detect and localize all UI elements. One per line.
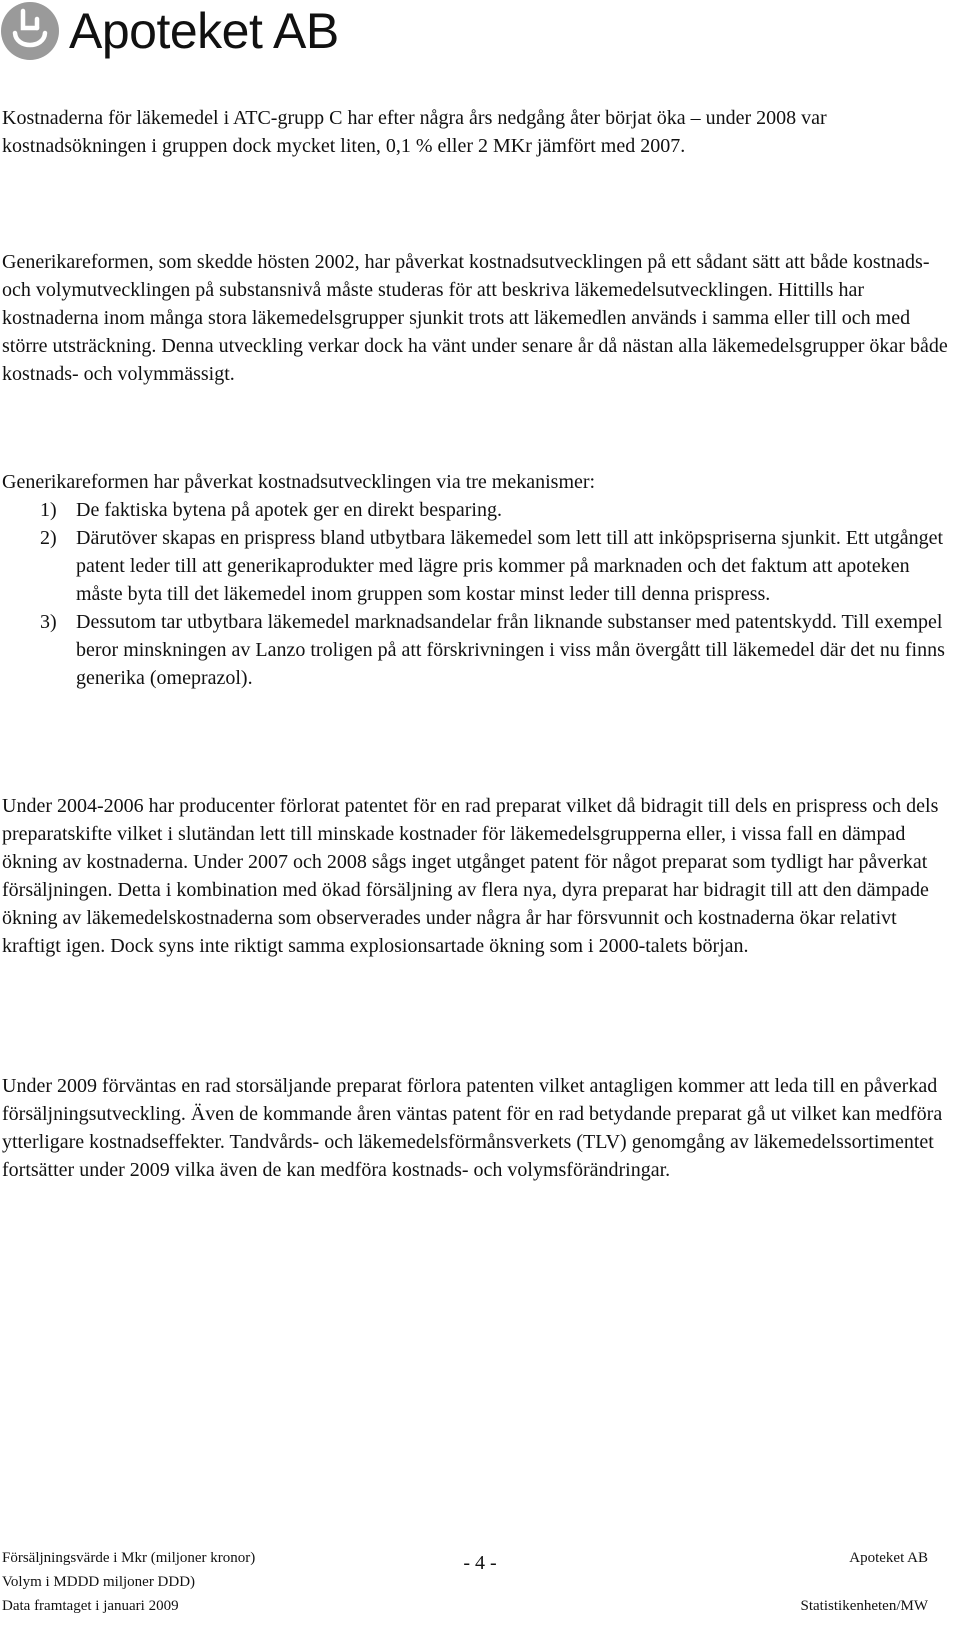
paragraph-patent-expiry-2004-2006: Under 2004-2006 har producenter förlorat patentet för en rad preparat vilket då bidragit till dels en prispress och dels preparatskifte vilket i slutändan lett till minskade kostnader för läkemedelsgrupperna eller, i vissa fall en dämpad ökning av kostnaderna. Under 2007 och 2008 sågs inget utgånget patent för något preparat som tydligt har påverkat försäljningen. Detta i kombination med ökad försäljning av flera nya, dyra preparat har bidragit till att den dämpade ökning av läkemedelskostnaderna som observerades under några år har försvunnit och kostnaderna ökar relativt kraftigt igen. Dock syns inte riktigt samma explosionsartade ökning som i 2000-talets början. (2, 795, 939, 957)
list-item-number: 2) (40, 527, 57, 549)
page-number: - 4 - (463, 1552, 497, 1574)
list-item-text: Dessutom tar utbytbara läkemedel marknadsandelar från liknande substanser med patentskydd. Till exempel beror minskningen av Lanzo troligen på att förskrivningen i viss mån övergått till läkemedel där det nu finns generika (omeprazol). (76, 611, 945, 689)
list-item-text: Därutöver skapas en prispress bland utbytbara läkemedel som lett till att inköpspriserna sjunkit. Ett utgånget patent leder till att generikaprodukter med lägre pris kommer på marknaden och det faktum att apoteken måste byta till det läkemedel inom gruppen som kostar minst leder till denna prispress. (76, 527, 944, 605)
footer-note-volume-unit: Volym i MDDD miljoner DDD) (2, 1574, 196, 1590)
mechanisms-section (2, 468, 952, 692)
page-footer (0, 1546, 960, 1626)
list-item-text: De faktiska bytena på apotek ger en direkt besparing. (76, 499, 502, 521)
page-header (0, 0, 339, 62)
list-item (2, 496, 952, 524)
mechanisms-list (2, 496, 952, 692)
footer-company: Apoteket AB (849, 1550, 928, 1566)
footer-org (801, 1546, 928, 1618)
list-item (2, 608, 952, 692)
paragraph-outlook-2009: Under 2009 förväntas en rad storsäljande preparat förlora patenten vilket antagligen kommer att leda till en påverkad försäljningsutveckling. Även de kommande åren väntas patent för en rad betydande preparat gå ut vilket kan medföra ytterligare kostnadseffekter. Tandvårds- och läkemedelsförmånsverkets (TLV) genomgång av läkemedelssortimentet fortsätter under 2009 vilka även de kan medföra kostnads- och volymsförändringar. (2, 1075, 943, 1181)
list-item-number: 1) (40, 499, 57, 521)
list-item (2, 524, 952, 608)
paragraph-generic-reform: Generikareformen, som skedde hösten 2002, har påverkat kostnadsutvecklingen på ett sådant sätt att både kostnads- och volymutvecklingen på substansnivå måste studeras för att beskriva läkemedelsutvecklingen. Hittills har kostnaderna inom många stora läkemedelsgrupper sjunkit trots att läkemedlen används i samma eller till och med större utsträckning. Denna utveckling verkar dock ha vänt under senare år då nästan alla läkemedelsgrupper ökar både kostnads- och volymmässigt. (2, 251, 948, 385)
mechanisms-intro: Generikareformen har påverkat kostnadsutvecklingen via tre mekanismer: (2, 471, 596, 493)
apoteket-logo-icon (1, 2, 59, 60)
company-logo-text: Apoteket AB (69, 3, 339, 59)
footer-department: Statistikenheten/MW (800, 1598, 928, 1614)
paragraph-atc-c-costs: Kostnaderna för läkemedel i ATC-grupp C har efter några års nedgång åter börjat öka – under 2008 var kostnadsökningen i gruppen dock mycket liten, 0,1 % eller 2 MKr jämfört med 2007. (2, 107, 827, 157)
footer-note-value-unit: Försäljningsvärde i Mkr (miljoner kronor) (2, 1550, 256, 1566)
list-item-number: 3) (40, 611, 57, 633)
footer-note-data-date: Data framtaget i januari 2009 (2, 1598, 179, 1614)
